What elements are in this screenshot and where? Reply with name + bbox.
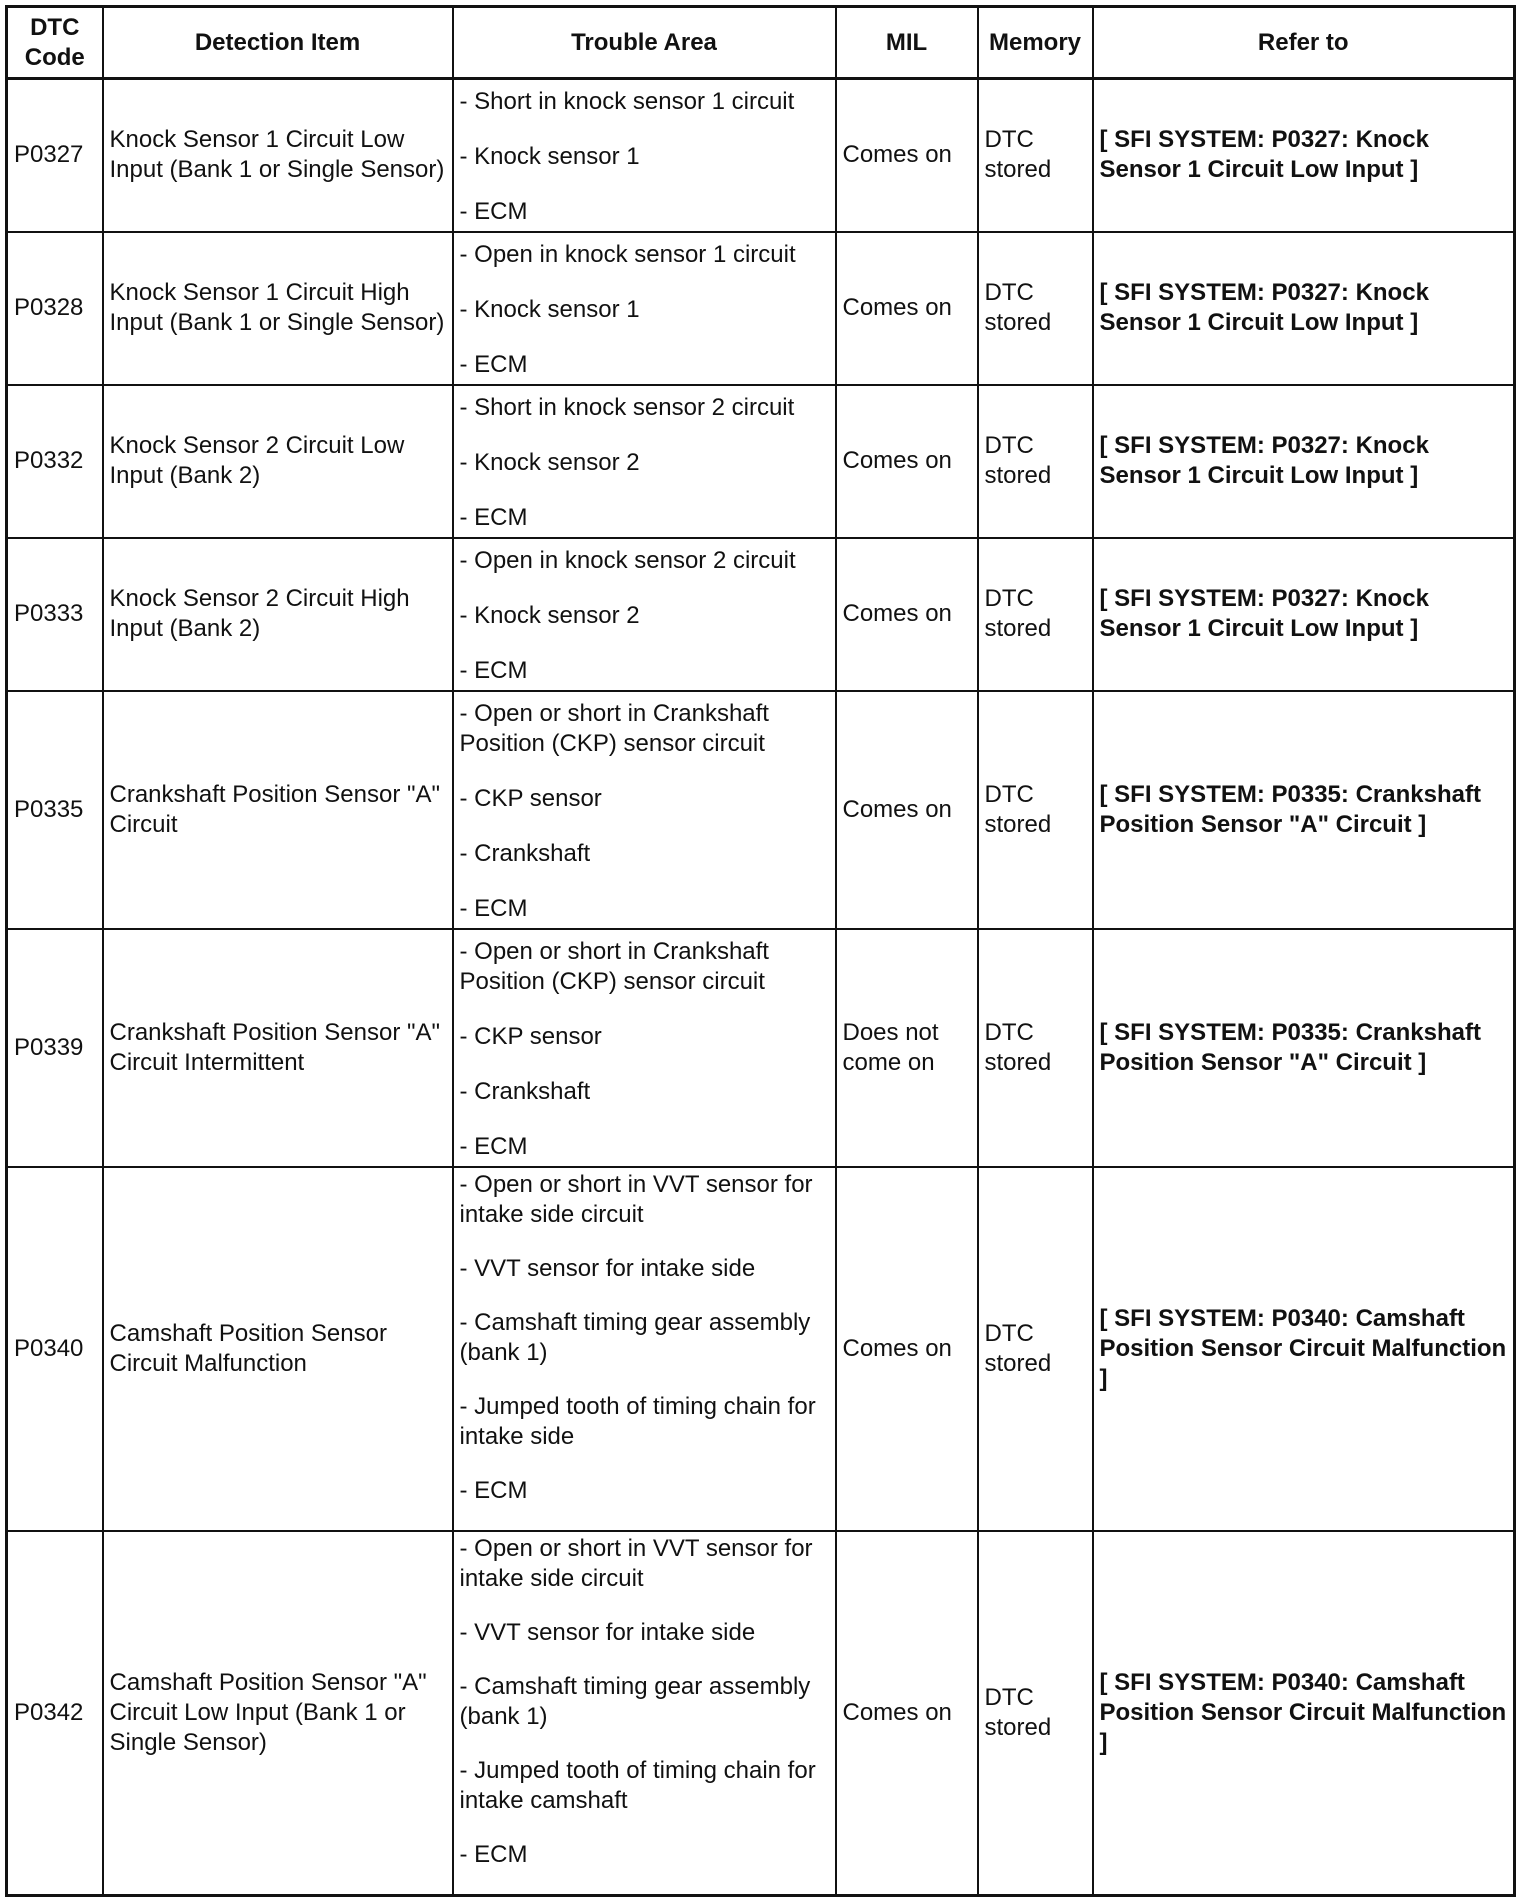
trouble-area-item: - ECM [459,1133,528,1160]
header-trouble-area: Trouble Area [453,7,836,79]
trouble-area-item: - Knock sensor 2 [459,602,640,629]
dtc-table [5,5,1516,1897]
mil-cell: Comes on [836,232,978,385]
trouble-area-item: - Crankshaft [459,840,591,867]
table-row [7,1167,1515,1531]
trouble-area-cell [453,79,836,232]
table-row [7,691,1515,929]
header-dtc-code: DTC Code [7,7,103,79]
table-row [7,385,1515,538]
dtc-code-cell: P0342 [7,1531,103,1896]
detection-item-cell: Camshaft Position Sensor "A" Circuit Low Input (Bank 1 or Single Sensor) [103,1531,453,1896]
trouble-area-item: - Jumped tooth of timing chain for intake side [459,1392,816,1450]
dtc-code-cell: P0333 [7,538,103,691]
mil-cell: Comes on [836,1167,978,1531]
trouble-area-item: - Crankshaft [459,1078,591,1105]
trouble-area-item: - ECM [459,1840,528,1868]
header-row [7,7,1515,79]
trouble-area-cell [453,232,836,385]
table-row [7,929,1515,1167]
trouble-area-item: - Open in knock sensor 1 circuit [459,241,796,268]
trouble-area-cell [453,538,836,691]
detection-item-cell: Knock Sensor 1 Circuit High Input (Bank 1 or Single Sensor) [103,232,453,385]
detection-item-cell: Knock Sensor 2 Circuit Low Input (Bank 2) [103,385,453,538]
table-row [7,538,1515,691]
trouble-area-item: - VVT sensor for intake side [459,1618,756,1646]
refer-to-link[interactable]: [ SFI SYSTEM: P0327: Knock Sensor 1 Circuit Low Input ] [1093,385,1515,538]
memory-cell: DTC stored [978,691,1093,929]
trouble-area-item: - Short in knock sensor 1 circuit [459,88,795,116]
refer-to-link[interactable]: [ SFI SYSTEM: P0340: Camshaft Position Sensor Circuit Malfunction ] [1093,1167,1515,1531]
detection-item-cell: Camshaft Position Sensor Circuit Malfunction [103,1167,453,1531]
refer-to-link[interactable]: [ SFI SYSTEM: P0327: Knock Sensor 1 Circuit Low Input ] [1093,79,1515,232]
header-refer-to: Refer to [1093,7,1515,79]
trouble-area-cell [453,385,836,538]
dtc-code-cell: P0339 [7,929,103,1167]
trouble-area-item: - Open in knock sensor 2 circuit [459,547,796,574]
trouble-area-cell [453,1167,836,1531]
dtc-code-cell: P0335 [7,691,103,929]
header-memory: Memory [978,7,1093,79]
trouble-area-item: - Short in knock sensor 2 circuit [459,394,795,421]
trouble-area-item: - Jumped tooth of timing chain for intake camshaft [459,1756,816,1814]
memory-cell: DTC stored [978,1531,1093,1896]
trouble-area-cell [453,929,836,1167]
header-detection-item: Detection Item [103,7,453,79]
memory-cell: DTC stored [978,79,1093,232]
refer-to-link[interactable]: [ SFI SYSTEM: P0327: Knock Sensor 1 Circuit Low Input ] [1093,538,1515,691]
memory-cell: DTC stored [978,929,1093,1167]
trouble-area-item: - ECM [459,1476,528,1504]
table-row [7,232,1515,385]
trouble-area-item: - ECM [459,657,528,684]
trouble-area-item: - ECM [459,198,528,226]
trouble-area-item: - ECM [459,504,528,531]
mil-cell: Comes on [836,538,978,691]
header-mil: MIL [836,7,978,79]
detection-item-cell: Crankshaft Position Sensor "A" Circuit Intermittent [103,929,453,1167]
trouble-area-item: - VVT sensor for intake side [459,1254,756,1282]
dtc-code-cell: P0332 [7,385,103,538]
detection-item-cell: Knock Sensor 1 Circuit Low Input (Bank 1 or Single Sensor) [103,79,453,232]
trouble-area-item: - Knock sensor 2 [459,449,640,476]
trouble-area-item: - Open or short in Crankshaft Position (CKP) sensor circuit [459,700,769,757]
mil-cell: Comes on [836,79,978,232]
trouble-area-item: - Open or short in Crankshaft Position (CKP) sensor circuit [459,938,769,995]
refer-to-link[interactable]: [ SFI SYSTEM: P0335: Crankshaft Position Sensor "A" Circuit ] [1093,691,1515,929]
table-row [7,1531,1515,1896]
detection-item-cell: Knock Sensor 2 Circuit High Input (Bank 2) [103,538,453,691]
dtc-code-cell: P0328 [7,232,103,385]
trouble-area-item: - Open or short in VVT sensor for intake side circuit [459,1534,813,1592]
refer-to-link[interactable]: [ SFI SYSTEM: P0335: Crankshaft Position Sensor "A" Circuit ] [1093,929,1515,1167]
trouble-area-item: - Camshaft timing gear assembly (bank 1) [459,1308,811,1366]
refer-to-link[interactable]: [ SFI SYSTEM: P0340: Camshaft Position Sensor Circuit Malfunction ] [1093,1531,1515,1896]
trouble-area-item: - ECM [459,351,528,378]
dtc-code-cell: P0340 [7,1167,103,1531]
mil-cell: Comes on [836,1531,978,1896]
memory-cell: DTC stored [978,232,1093,385]
mil-cell: Comes on [836,691,978,929]
trouble-area-item: - Open or short in VVT sensor for intake side circuit [459,1170,813,1228]
trouble-area-item: - Camshaft timing gear assembly (bank 1) [459,1672,811,1730]
trouble-area-cell [453,1531,836,1896]
trouble-area-item: - CKP sensor [459,1023,602,1050]
memory-cell: DTC stored [978,385,1093,538]
trouble-area-cell [453,691,836,929]
memory-cell: DTC stored [978,538,1093,691]
trouble-area-item: - Knock sensor 1 [459,296,640,323]
memory-cell: DTC stored [978,1167,1093,1531]
trouble-area-item: - ECM [459,895,528,922]
dtc-code-cell: P0327 [7,79,103,232]
refer-to-link[interactable]: [ SFI SYSTEM: P0327: Knock Sensor 1 Circuit Low Input ] [1093,232,1515,385]
table-row [7,79,1515,232]
detection-item-cell: Crankshaft Position Sensor "A" Circuit [103,691,453,929]
trouble-area-item: - Knock sensor 1 [459,143,640,171]
mil-cell: Comes on [836,385,978,538]
trouble-area-item: - CKP sensor [459,785,602,812]
mil-cell: Does not come on [836,929,978,1167]
